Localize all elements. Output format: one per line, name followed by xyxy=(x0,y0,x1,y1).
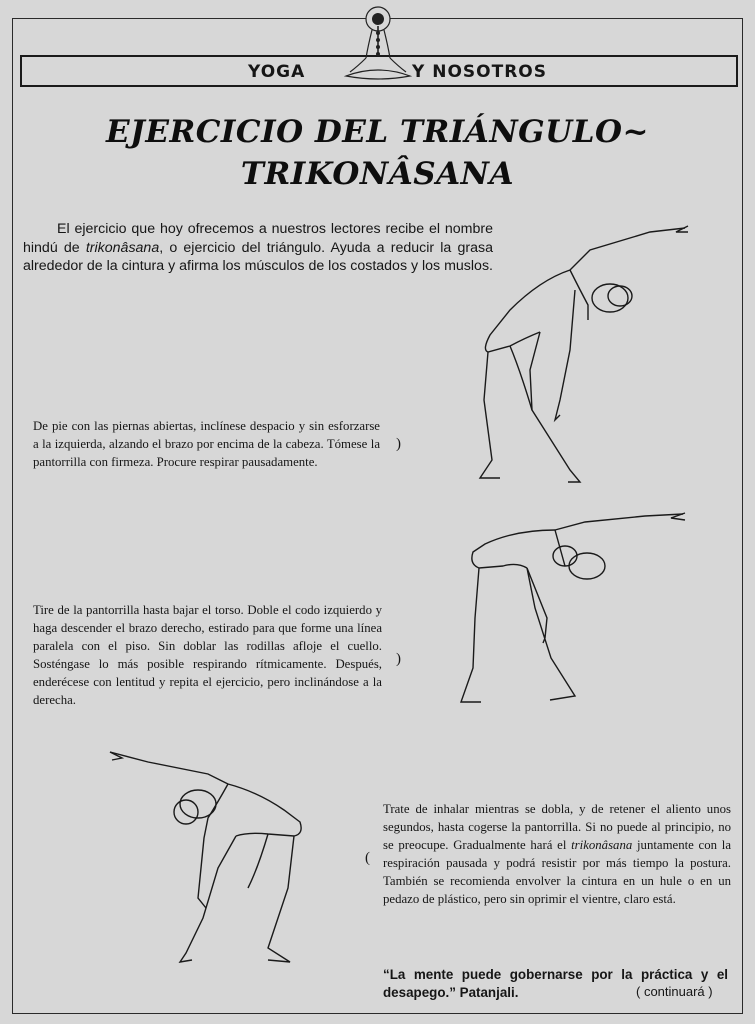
intro-text-2: , o ejercicio del triángulo. Ayuda a reducir la grasa alrededor de la cintura y afirma los músculos de los costados y los muslos. xyxy=(23,239,493,274)
meditating-figure-icon xyxy=(338,6,418,86)
header-left-word: YOGA xyxy=(248,62,306,82)
step-3-text-2: juntamente con la respiración pausada y podrá resistir por más tiempo la postura. También se recomienda envolver la cintura en un hule o en un pedazo de plástico, pero sin oprimir el vientre, claro está. xyxy=(383,838,731,906)
pose-step-3-icon xyxy=(108,748,308,973)
paragraph-mark: ) xyxy=(396,436,401,452)
continuation-note: ( continuará ) xyxy=(636,984,713,999)
title-line-2: TRIKONÂSANA xyxy=(240,156,515,192)
pose-step-2-icon xyxy=(455,508,695,708)
step-2-paragraph: Tire de la pantorrilla hasta bajar el torso. Doble el codo izquierdo y haga descender el brazo derecho, estirado para que forme una línea paralela con el piso. Sin doblar las rodillas afloje el cuello. Sosténgase lo más posible respirando rítmicamente. Después, enderécese con lentitud y repita el ejercicio, pero inclinándose a la derecha. xyxy=(33,603,382,707)
title-line-1: EJERCICIO DEL TRIÁNGULO~ xyxy=(106,114,649,150)
intro-text-1: El ejercicio que hoy ofrecemos a nuestros lectores recibe el nombre hindú de xyxy=(23,221,493,256)
pose-step-1-icon xyxy=(470,220,700,490)
step-1-paragraph: De pie con las piernas abiertas, inclínese despacio y sin esforzarse a la izquierda, alzando el brazo por encima de la cabeza. Tómese la pantorrilla con firmeza. Procure respirar pausadamente. xyxy=(33,419,380,469)
step-3-term: trikonâsana xyxy=(571,838,633,852)
intro-paragraph xyxy=(23,220,493,276)
paragraph-mark: ( xyxy=(365,850,370,866)
header-right-word: Y NOSOTROS xyxy=(412,62,547,82)
intro-term: trikonâsana xyxy=(85,239,160,256)
paragraph-mark: ) xyxy=(396,651,401,667)
step-3-paragraph xyxy=(383,800,731,908)
step-3-text-1: Trate de inhalar mientras se dobla, y de retener el aliento unos segundos, hasta cogerse la pantorrilla. Si no puede al principio, no se preocupe. Gradualmente hará el xyxy=(383,802,731,852)
closing-quote: “La mente puede gobernarse por la práctica y el desapego.” Patanjali. xyxy=(383,967,728,1000)
